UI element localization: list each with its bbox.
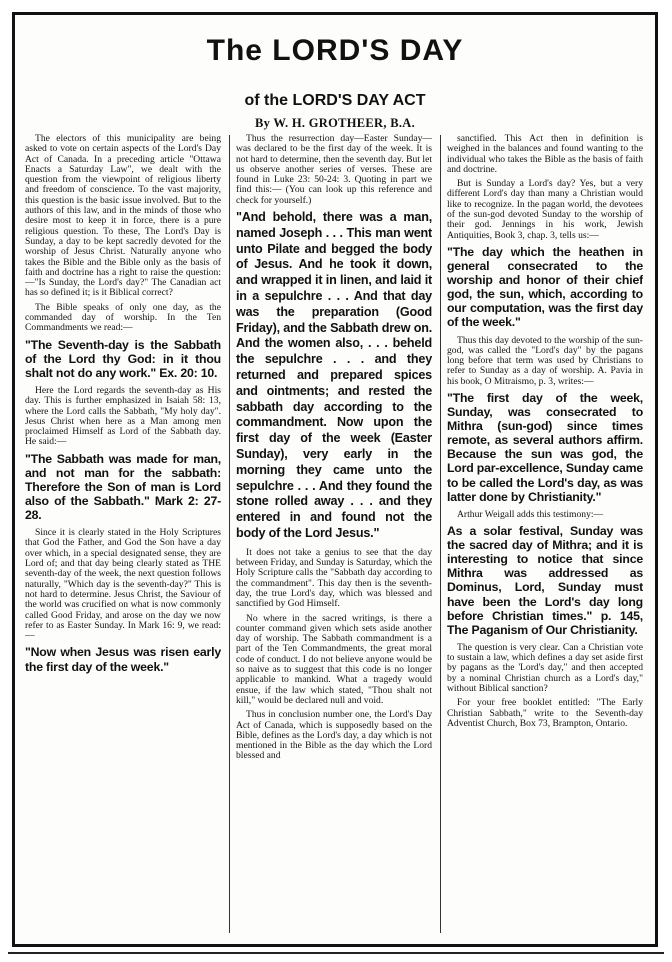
headline: The LORD'S DAY <box>206 34 464 67</box>
paragraph: The question is very clear. Can a Christian vote to sustain a law, which defines a day set aside first by pagans as the 'Lord's day," and then accepted by a nominal Christian church as a Lord's day," without Biblical sanction? <box>447 641 643 694</box>
quote: As a solar festival, Sunday was the sacred day of Mithra; and it is interesting to notice that since Mithra was addressed as Dominus, Lord, Sunday must have been the Lord's day long before Christian times." p. 145, The Paganism of Our Christianity. <box>447 524 643 637</box>
paragraph: It does not take a genius to see that the day between Friday, and Sunday is Saturday, which the Holy Scripture calls the "Sabbath day according to the commandment". This day then is the seventh-day, the true Lord's day, which was blessed and sanctified by God Himself. <box>236 546 432 610</box>
text-column-2 <box>236 134 432 934</box>
text-column-1 <box>25 134 221 934</box>
paragraph: Thus in conclusion number one, the Lord's Day Act of Canada, which is supposedly based on the Bible, defines as the Lord's day, a day which is not mentioned in the Bible as the day which the Lord blessed and <box>236 709 432 762</box>
column-rule-1 <box>229 135 230 933</box>
paragraph: No where in the sacred writings, is there a counter command given which sets aside another day of worship. The Sabbath commandment is a part of the Ten Commandments, the great moral code of conduct. I do not believe anyone would be so naive as to suggest that this code is no longer applicable to mankind. What a tragedy would ensue, if the law which stated, "Thou shalt not kill," would be declared null and void. <box>236 612 432 706</box>
paragraph: Thus the resurrection day—Easter Sunday—was declared to be the first day of the week. It is not hard to determine, then the seventh day. But let us observe another series of verses. These are found in Luke 23: 50-24: 3. Quoting in part we find this:— (You can look up this reference and check for yourself.) <box>236 134 432 206</box>
paragraph: The electors of this municipality are being asked to vote on certain aspects of the Lord's Day Act of Canada. In a preceding article "Ottawa Enacts a Saturday Law", we dealt with the question from the viewpoint of religious liberty and freedom of conscience. To the vast majority, this question is the basic issue involved. But to the authors of this law, and in the minds of those who desire most to keep it in force, there is a pure religious question. To these, The Lord's Day is Sunday, a day to be kept sacredly devoted for the worship of Jesus Christ. Naturally anyone who takes the Bible and the Bible only as the basis of faith and doctrine has a right to raise the question:—"Is Sunday, the Lord's day?" The Canadian act has so defined it; is it Biblical correct? <box>25 134 221 299</box>
paragraph: Since it is clearly stated in the Holy Scriptures that God the Father, and God the Son have a day over which, in a special designated sense, they are Lord of; and that day being clearly stated as THE seventh-day of the week, the next question follows naturally, "Which day is the seventh-day?" This is not hard to determine. Jesus Christ, the Saviour of the world was crucified on what is now commonly called Good Friday, and arose on the day we now refer to as Easter Sunday. In Mark 16: 9, we read:— <box>25 527 221 642</box>
quote: "The first day of the week, Sunday, was consecrated to Mithra (sun-god) since times remote, as several authors affirm. Because the sun was god, the Lord par-excellence, Sunday came to be called the Lord's day, as was latter done by Christianity." <box>447 391 643 504</box>
byline: By W. H. GROTHEER, B.A. <box>254 116 416 130</box>
paragraph: For your free booklet entitled: "The Early Christian Sabbath," write to the Seventh-day Adventist Church, Box 73, Brampton, Ontario. <box>447 697 643 729</box>
subheadline-prefix: of the <box>244 92 289 109</box>
newspaper-clipping <box>12 12 658 947</box>
subheadline <box>15 85 655 117</box>
text-column-3 <box>447 134 643 934</box>
paragraph: Thus this day devoted to the worship of the sun-god, was called the "Lord's day" by the pagans long before that term was used by Christians to refer to Sunday as a day of worship. A. Pavia in his book, O Mitraismo, p. 3, writes:— <box>447 334 643 387</box>
column-rule-2 <box>440 135 441 933</box>
paragraph: Here the Lord regards the seventh-day as His day. This is further emphasized in Isaiah 58: 13, where the Lord calls the Sabbath, "My holy day". Jesus Christ when here as a Man among men proclaimed Himself as Lord of the Sabbath day. He said:— <box>25 384 221 448</box>
scripture-quote: "And behold, there was a man, named Joseph . . . This man went unto Pilate and begged the body of Jesus. And he took it down, and wrapped it in linen, and laid it in a sepulchre . . . And that day was the preparation (Good Friday), and the Sabbath drew on. And the women also, . . . beheld the sepulchre . . . and they returned and prepared spices and ointments; and rested the sabbath day according to the commandment. Now upon the first day of the week (Easter Sunday), very early in the morning they came unto the sepulchre . . . And they found the stone rolled away . . . and they entered in and found not the body of the Lord Jesus." <box>236 210 432 541</box>
quote: "The Seventh-day is the Sabbath of the Lord thy God: in it thou shalt not do any work." Ex. 20: 10. <box>25 337 221 380</box>
bottom-border <box>8 952 664 954</box>
quote: "The Sabbath was made for man, and not man for the sabbath: Therefore the Son of man is Lord also of the Sabbath." Mark 2: 27-28. <box>25 451 221 523</box>
paragraph: sanctified. This Act then in definition is weighed in the balances and found wanting to the individual who takes the Bible as the basis of faith and doctrine. <box>447 134 643 175</box>
paragraph: But is Sunday a Lord's day? Yes, but a very different Lord's day than many a Christian would like to recognize. In the pagan world, the devotees of the sun-god devoted Sunday to the worship of their god. Jennings in his work, Jewish Antiquities, Book 3, chap. 3, tells us:— <box>447 178 643 241</box>
paragraph: The Bible speaks of only one day, as the commanded day of worship. In the Ten Commandments we read:— <box>25 301 221 334</box>
paragraph: Arthur Weigall adds this testimony:— <box>457 508 604 520</box>
quote: "Now when Jesus was risen early the first day of the week." <box>25 645 221 674</box>
quote: "The day which the heathen in general consecrated to the worship and honor of their chief god, the sun, which, according to our computation, was the first day of the week." <box>447 244 643 330</box>
subheadline-main: LORD'S DAY ACT <box>292 92 426 109</box>
